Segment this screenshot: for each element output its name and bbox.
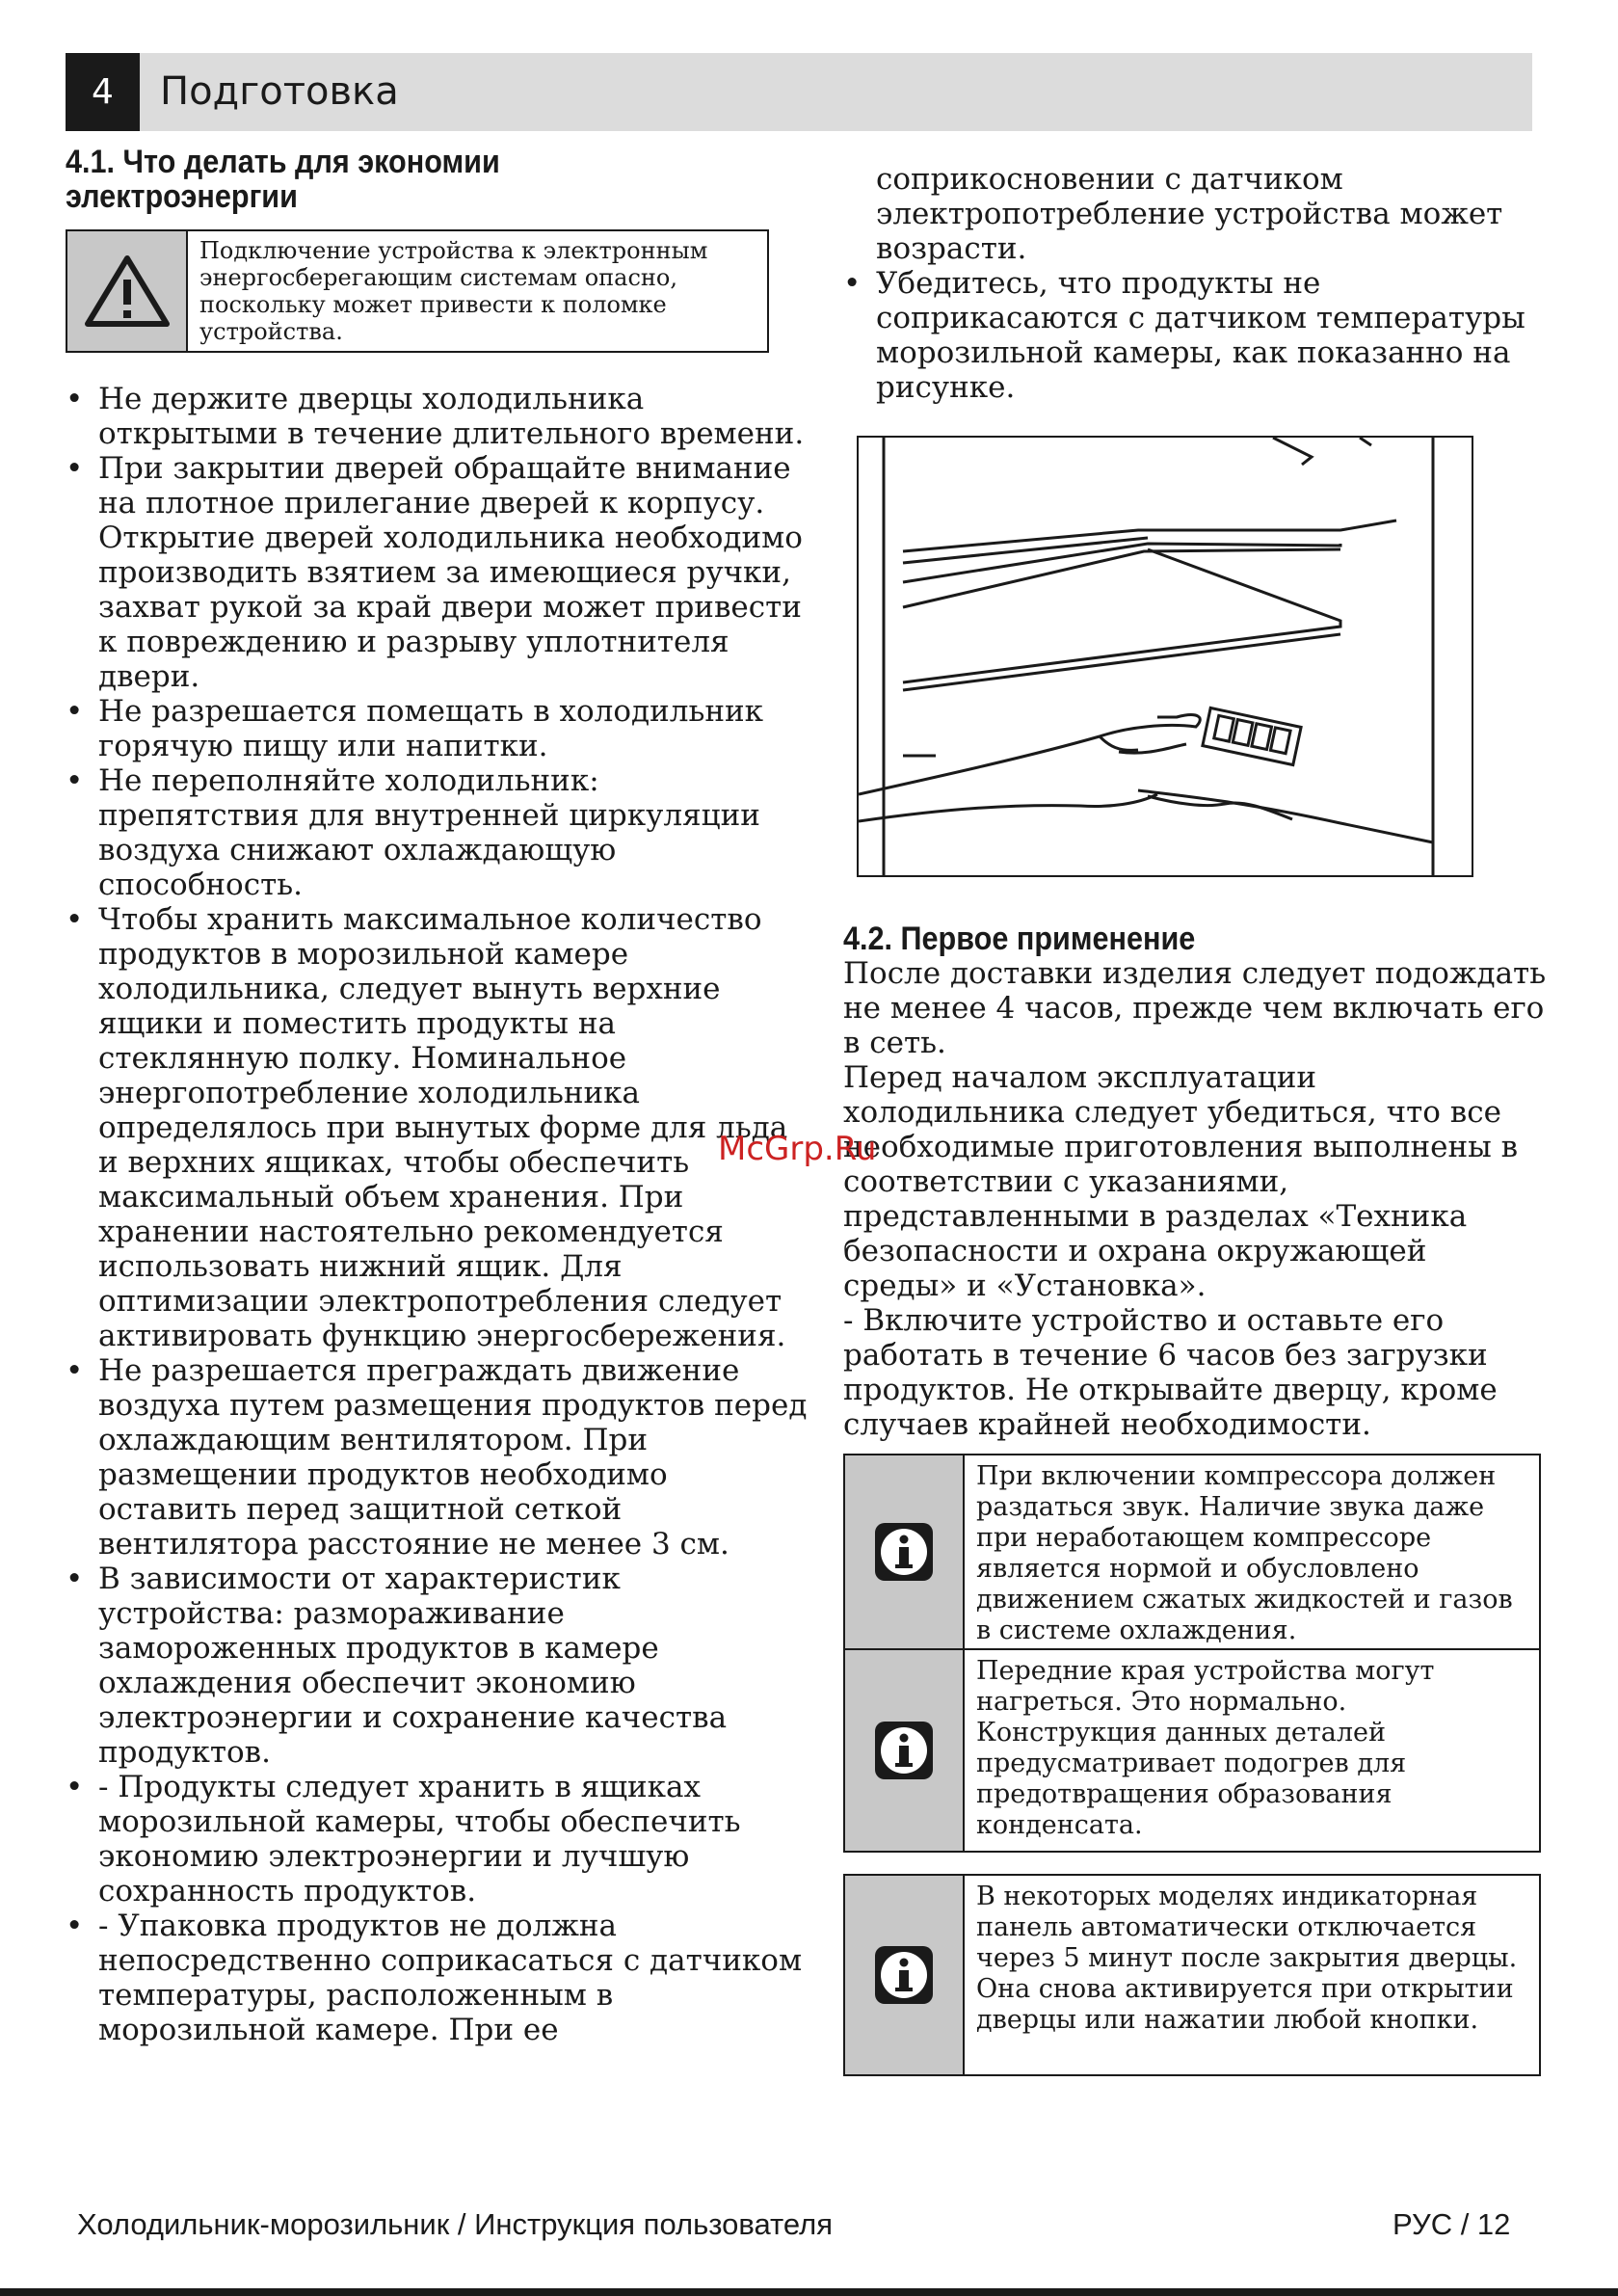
info-icon bbox=[845, 1455, 965, 1648]
info-notes-group bbox=[843, 1454, 1547, 1853]
continuation-text: соприкосновении с датчиком электропотребление устройства может возрасти. bbox=[876, 162, 1503, 266]
sensor-illustration bbox=[857, 436, 1473, 877]
list-item: • - Продукты следует хранить в ящиках морозильной камеры, чтобы обеспечить экономию электроэнергии и лучшую сохранность продуктов. bbox=[66, 1770, 808, 1909]
list-item: • Убедитесь, что продукты не соприкасаются с датчиком температуры морозильной камеры, как показанно на рисунке. bbox=[843, 266, 1547, 405]
tips-list bbox=[66, 382, 808, 2047]
info-notes-single bbox=[843, 1874, 1547, 2076]
tips-list-continued bbox=[843, 266, 1547, 405]
info-note-text: При включении компрессора должен раздаться звук. Наличие звука даже при неработающем компрессоре является нормой и обусловлено движением сжатых жидкостей и газов в системе охлаждения. bbox=[976, 1461, 1513, 1645]
paragraph: После доставки изделия следует подождать не менее 4 часов, прежде чем включать его в сеть. bbox=[843, 956, 1547, 1060]
section-4-2 bbox=[843, 921, 1547, 1442]
list-item: • Чтобы хранить максимальное количество продуктов в морозильной камере холодильника, следует вынуть верхние ящики и поместить продукты на стеклянную полку. Номинальное энергопотребление холодильника определялось при вынутых форме для льда и верхних ящиках, чтобы обеспечить максимальный объем хранения. При хранении настоятельно рекомендуется использовать нижний ящик. Для оптимизации электропотребления следует активировать функцию энергосбережения. bbox=[66, 902, 808, 1353]
right-column bbox=[843, 162, 1547, 2076]
info-icon bbox=[845, 1876, 965, 2074]
chapter-header bbox=[66, 53, 1532, 131]
list-item: • В зависимости от характеристик устройства: размораживание замороженных продуктов в камере охлаждения обеспечит экономию электроэнергии и сохранение качества продуктов. bbox=[66, 1562, 808, 1770]
info-note bbox=[843, 1650, 1541, 1853]
footer-title: Холодильник-морозильник / Инструкция пользователя bbox=[77, 2207, 833, 2241]
section-title-4-1: 4.1. Что делать для экономии электроэнергии bbox=[66, 144, 500, 215]
page-number: РУС / 12 bbox=[1393, 2207, 1511, 2241]
bottom-divider bbox=[0, 2288, 1618, 2296]
info-note bbox=[843, 1874, 1541, 2076]
warning-text: Подключение устройства к электронным энергосберегающим системам опасно, поскольку может привести к поломке устройства. bbox=[199, 237, 708, 345]
info-note-text: Передние края устройства могут нагреться. Это нормально. Конструкция данных деталей предусматривает подогрев для предотвращения образования конденсата. bbox=[976, 1656, 1435, 1840]
info-icon bbox=[845, 1650, 965, 1851]
info-note bbox=[843, 1454, 1541, 1650]
warning-box bbox=[66, 229, 769, 353]
section-title-4-2: 4.2. Первое применение bbox=[843, 921, 1196, 957]
warning-icon bbox=[67, 231, 188, 351]
list-item: • Не разрешается помещать в холодильник горячую пищу или напитки. bbox=[66, 694, 808, 763]
left-column bbox=[66, 145, 808, 2047]
chapter-number: 4 bbox=[66, 53, 140, 131]
chapter-title: Подготовка bbox=[160, 69, 399, 114]
paragraph: - Включите устройство и оставьте его работать в течение 6 часов без загрузки продуктов. Не открывайте дверцу, кроме случаев крайней необходимости. bbox=[843, 1303, 1498, 1442]
paragraph: Перед началом эксплуатации холодильника следует убедиться, что все необходимые приготовления выполнены в соответствии с указаниями, представленными в разделах «Техника безопасности и охрана окружающей среды» и «Установка». bbox=[843, 1060, 1519, 1303]
list-item: • - Упаковка продуктов не должна непосредственно соприкасаться с датчиком температуры, расположенным в морозильной камере. При ее bbox=[66, 1909, 808, 2047]
watermark: McGrp.Ru bbox=[718, 1130, 877, 1168]
list-item: • Не разрешается преграждать движение воздуха путем размещения продуктов перед охлаждающим вентилятором. При размещении продуктов необходимо оставить перед защитной сеткой вентилятора расстояние не менее 3 см. bbox=[66, 1353, 808, 1562]
fridge-hand-drawing bbox=[859, 438, 1472, 875]
list-item: • Не переполняйте холодильник: препятствия для внутренней циркуляции воздуха снижают охлаждающую способность. bbox=[66, 763, 808, 902]
info-note-text: В некоторых моделях индикаторная панель автоматически отключается через 5 минут после закрытия дверцы. Она снова активируется при открытии дверцы или нажатии любой кнопки. bbox=[976, 1882, 1518, 2035]
list-item: • При закрытии дверей обращайте внимание на плотное прилегание дверей к корпусу. Открытие дверей холодильника необходимо производить взятием за имеющиеся ручки, захват рукой за край двери может привести к повреждению и разрыву уплотнителя двери. bbox=[66, 451, 808, 694]
list-item: • Не держите дверцы холодильника открытыми в течение длительного времени. bbox=[66, 382, 808, 451]
